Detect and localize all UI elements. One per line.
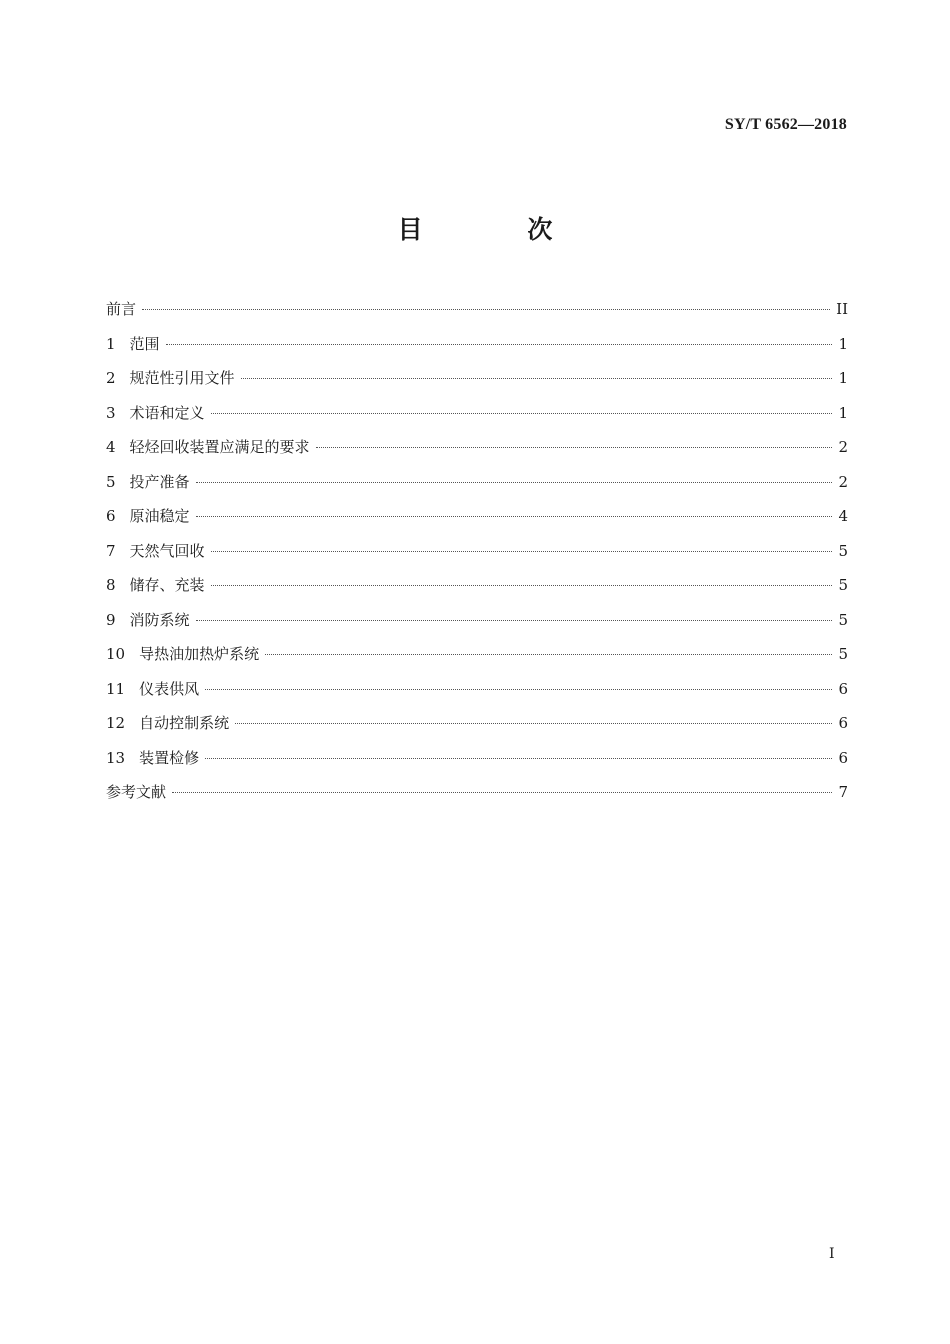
- toc-entry-number: 11: [106, 679, 126, 698]
- toc-leader-dots: [211, 585, 833, 586]
- toc-leader-dots: [241, 378, 833, 379]
- toc-entry-page: 2: [838, 438, 848, 456]
- toc-entry-label: 投产准备: [129, 472, 190, 491]
- toc-entry-page: 7: [838, 783, 848, 801]
- toc-entry-label: 仪表供风: [139, 679, 200, 698]
- toc-entry-label: 自动控制系统: [139, 714, 230, 732]
- toc-entry-page: 6: [838, 748, 848, 767]
- toc-entry-page: 6: [838, 714, 848, 732]
- toc-leader-dots: [205, 758, 832, 759]
- toc-leader-dots: [196, 516, 833, 517]
- toc-entry-label: 前言: [106, 300, 137, 318]
- toc-entry-number: 13: [106, 748, 126, 767]
- toc-entry-number: 2: [106, 369, 116, 387]
- toc-leader-dots: [211, 551, 833, 552]
- toc-entry-6[interactable]: [106, 505, 848, 540]
- toc-entry-label: 储存、充装: [129, 576, 205, 594]
- toc-title: 目 次: [397, 215, 601, 244]
- toc-entry-11[interactable]: [106, 678, 848, 713]
- toc-entry-12[interactable]: [106, 712, 848, 747]
- toc-leader-dots: [196, 482, 833, 483]
- table-of-contents: [106, 298, 848, 816]
- toc-entry-page: 5: [838, 645, 848, 663]
- toc-leader-dots: [235, 723, 832, 724]
- toc-entry-number: 7: [106, 541, 116, 560]
- toc-leader-dots: [166, 344, 833, 345]
- toc-entry-8[interactable]: [106, 574, 848, 609]
- toc-entry-3[interactable]: [106, 402, 848, 437]
- toc-entry-label: 原油稳定: [129, 507, 190, 525]
- toc-entry-page: II: [836, 300, 848, 318]
- toc-leader-dots: [172, 792, 832, 793]
- toc-entry-number: 8: [106, 576, 116, 594]
- toc-entry-number: 12: [106, 714, 126, 732]
- toc-entry-page: 4: [838, 507, 848, 525]
- page-number: I: [829, 1246, 835, 1262]
- toc-leader-dots: [211, 413, 833, 414]
- toc-entry-page: 5: [838, 610, 848, 629]
- toc-entry-4[interactable]: [106, 436, 848, 471]
- toc-entry-page: 1: [838, 334, 848, 353]
- toc-entry-label: 轻烃回收装置应满足的要求: [129, 438, 310, 456]
- toc-entry-7[interactable]: [106, 540, 848, 575]
- toc-entry-foreword[interactable]: [106, 298, 848, 333]
- toc-entry-13[interactable]: [106, 747, 848, 782]
- toc-entry-page: 5: [838, 541, 848, 560]
- toc-entry-number: 6: [106, 507, 116, 525]
- toc-entry-label: 范围: [129, 334, 160, 353]
- toc-entry-1[interactable]: [106, 333, 848, 368]
- standard-code: SY/T 6562—2018: [724, 116, 847, 133]
- toc-entry-number: 5: [106, 472, 116, 491]
- toc-entry-number: 9: [106, 610, 116, 629]
- toc-entry-label: 规范性引用文件: [129, 369, 235, 387]
- toc-entry-label: 术语和定义: [129, 403, 205, 422]
- toc-entry-number: 1: [106, 334, 116, 353]
- toc-entry-label: 参考文献: [106, 783, 167, 801]
- toc-entry-label: 装置检修: [139, 748, 200, 767]
- toc-leader-dots: [316, 447, 833, 448]
- toc-leader-dots: [265, 654, 832, 655]
- toc-entry-page: 1: [838, 369, 848, 387]
- toc-entry-number: 3: [106, 403, 116, 422]
- toc-entry-5[interactable]: [106, 471, 848, 506]
- toc-entry-page: 1: [838, 403, 848, 422]
- toc-entry-label: 消防系统: [129, 610, 190, 629]
- toc-leader-dots: [142, 309, 830, 310]
- toc-entry-page: 5: [838, 576, 848, 594]
- toc-entry-2[interactable]: [106, 367, 848, 402]
- toc-leader-dots: [205, 689, 832, 690]
- toc-entry-references[interactable]: [106, 781, 848, 816]
- toc-entry-label: 导热油加热炉系统: [139, 645, 260, 663]
- toc-entry-label: 天然气回收: [129, 541, 205, 560]
- toc-entry-number: 10: [106, 645, 126, 663]
- toc-entry-9[interactable]: [106, 609, 848, 644]
- toc-entry-page: 6: [838, 679, 848, 698]
- toc-entry-10[interactable]: [106, 643, 848, 678]
- toc-entry-page: 2: [838, 472, 848, 491]
- toc-leader-dots: [196, 620, 833, 621]
- toc-entry-number: 4: [106, 438, 116, 456]
